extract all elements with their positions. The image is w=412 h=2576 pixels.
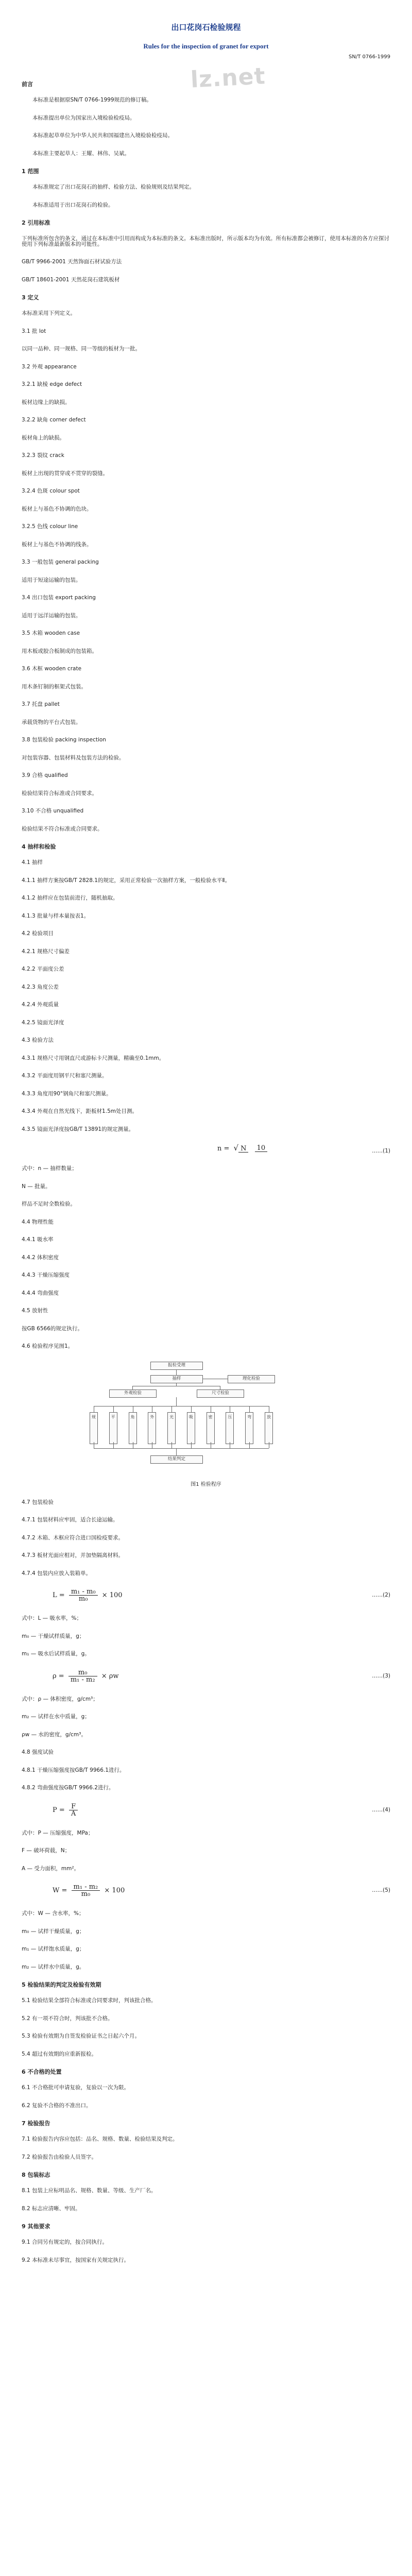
paragraph: 9.1 合同另有规定的，按合同执行。: [22, 2239, 108, 2245]
paragraph: 3.3 一般包装 general packing: [22, 559, 99, 565]
formula-b-note: [22, 1697, 390, 1738]
flow-line: [249, 1442, 250, 1448]
formula-c-note: [22, 1831, 390, 1872]
formula-a-note: [22, 1616, 390, 1657]
strength-body: [22, 1750, 390, 1791]
paragraph: 本标准起草单位为中华人民共和国福建出入境检验检疫局。: [32, 132, 173, 139]
paragraph: 按GB 6566的规定执行。: [22, 1325, 83, 1332]
paragraph: 4.7.1 包装材料应牢固，适合长途运输。: [22, 1517, 118, 1523]
section-heading-unqualified: 6 不合格的处置: [22, 2069, 62, 2075]
paragraph: 本标准提出单位为国家出入境检验检疫局。: [32, 114, 135, 121]
paragraph: 本标准规定了出口花岗石的抽样、检验方法、检验规则及结果判定。: [32, 184, 195, 190]
flow-line: [94, 1448, 269, 1449]
paragraph: 7.2 检验报告由检验人员签字。: [22, 2154, 97, 2160]
paragraph: 3.5 木箱 wooden case: [22, 630, 80, 636]
flow-line: [176, 1369, 177, 1375]
paragraph: 4.2.1 规格尺寸偏差: [22, 948, 70, 955]
unqualified-body: [22, 2085, 390, 2108]
paragraph: 4.2.3 角度公差: [22, 984, 59, 990]
paragraph: 8.2 标志应清晰、牢固。: [22, 2205, 81, 2212]
paragraph: 3.9 合格 qualified: [22, 772, 68, 778]
paragraph: F — 破坏荷载，N；: [22, 1848, 71, 1854]
paragraph: A — 受力面积，mm²。: [22, 1865, 80, 1872]
flow-box-item: 密: [207, 1412, 215, 1444]
paragraph: 板材边缘上的缺损。: [22, 399, 71, 405]
flow-line: [176, 1383, 177, 1386]
formula-water-content: W = $\frac{\text{m₁ - m₂}}{\text{m₀}}$ × 100 ……(5): [53, 1883, 390, 1898]
flow-box-left-mid: 外观检验: [109, 1389, 157, 1398]
flow-line: [191, 1406, 192, 1412]
paragraph: 3.1 批 lot: [22, 328, 46, 334]
references-body: [22, 236, 390, 282]
paragraph: 板材上与基色不协调的色块。: [22, 505, 92, 512]
flow-line: [249, 1406, 250, 1412]
paragraph: 9.2 本标准未尽事宜，按国家有关规定执行。: [22, 2257, 130, 2263]
paragraph: 4.7.2 木箱、木框应符合进口国检疫要求。: [22, 1534, 124, 1541]
paragraph: 4.8 强度试验: [22, 1749, 54, 1755]
flow-box-second: 抽样: [150, 1375, 203, 1383]
paragraph: 4.7 包装检验: [22, 1499, 54, 1505]
paragraph: 式中：W — 含水率，%；: [22, 1910, 84, 1917]
flow-box-item: 规: [90, 1412, 98, 1444]
paragraph: 3.7 托盘 pallet: [22, 701, 60, 707]
paragraph: 4.1.2 抽样应在包装前进行，随机抽取。: [22, 895, 118, 901]
paragraph: 用木板或胶合板制成的包装箱。: [22, 648, 97, 654]
report-body: [22, 2137, 390, 2160]
flow-line: [113, 1406, 114, 1412]
paragraph: 4.2 检验项目: [22, 930, 54, 937]
paragraph: 3.2.2 缺角 corner defect: [22, 417, 86, 423]
paragraph: 4.7.4 包装内应放入装箱单。: [22, 1570, 92, 1577]
paragraph: 4.3.3 角度用90°钢角尺和塞尺测量。: [22, 1090, 112, 1097]
formula-d-note: [22, 1911, 390, 1970]
flow-box-top: 报检受理: [150, 1362, 203, 1370]
flow-box-item: 放: [265, 1412, 273, 1444]
paragraph: 6.2 复验不合格的不准出口。: [22, 2102, 92, 2109]
paragraph: 承载货物的平台式包装。: [22, 719, 81, 725]
paragraph: 4.4.2 体积密度: [22, 1254, 59, 1261]
paragraph: 适用于远洋运输的包装。: [22, 612, 81, 619]
paragraph: 3.2.4 色斑 colour spot: [22, 488, 80, 494]
flow-line: [176, 1397, 177, 1406]
formula-compressive-strength: P = $\frac{F}{A}$ ……(4): [53, 1802, 390, 1818]
paragraph: 式中：n — 抽样数量；: [22, 1165, 77, 1172]
paragraph: 用木条钉制的框架式包装。: [22, 683, 87, 690]
formula-note: [22, 1166, 390, 1207]
section-heading-judgement: 5 检验结果的判定及检验有效期: [22, 1981, 101, 1988]
paragraph: 样品不足时全数检验。: [22, 1201, 76, 1207]
paragraph: 检验结果符合标准或合同要求。: [22, 790, 97, 796]
paragraph: 式中：P — 压缩强度，MPa；: [22, 1829, 94, 1836]
paragraph: 3.6 木框 wooden crate: [22, 666, 82, 672]
marking-body: [22, 2188, 390, 2211]
paragraph: 4.3.5 镜面光泽度按GB/T 13891的规定测量。: [22, 1126, 134, 1132]
flow-box-item: 平: [109, 1412, 117, 1444]
formula-sample-size: n = √ N 10 ……(1): [217, 1143, 390, 1154]
section-heading-scope: 1 范围: [22, 168, 39, 175]
flow-box-item: 光: [167, 1412, 176, 1444]
paragraph: 以同一品种、同一规格、同一等级的板材为一批。: [22, 346, 141, 352]
document-title-cn: 出口花岗石检验规程: [171, 23, 241, 32]
paragraph: 式中：ρ — 体积密度，g/cm³；: [22, 1696, 98, 1702]
paragraph: GB/T 9966-2001 天然饰面石材试验方法: [22, 259, 122, 265]
formula-water-absorption: L = $\frac{\text{m₁ - m₀}}{\text{m₀}}$ × 100 ……(2): [53, 1588, 390, 1603]
flow-box-item: 压: [226, 1412, 234, 1444]
paragraph: 3.10 不合格 unqualified: [22, 808, 84, 814]
paragraph: m₁ — 试样饱水质量，g；: [22, 1946, 85, 1952]
paragraph: 板材上与基色不协调的线条。: [22, 541, 92, 548]
paragraph: 5.1 检验结果全部符合标准或合同要求时，判该批合格。: [22, 1997, 157, 2004]
paragraph: 4.2.4 外观质量: [22, 1002, 59, 1008]
paragraph: 4.3.4 外观在自然光线下，距板材1.5m处目测。: [22, 1108, 138, 1114]
formula-bulk-density: ρ = $\frac{\text{m₀}}{\text{m₁ - m₂}}$ × ρw ……(3): [53, 1668, 390, 1684]
scope-body: [22, 184, 390, 208]
inspection-items: [22, 1219, 390, 1349]
flow-line: [171, 1442, 172, 1448]
section-heading-sampling: 4 抽样和检验: [22, 843, 56, 850]
paragraph: 4.6 检验程序见图1。: [22, 1343, 74, 1349]
paragraph: 4.2.2 平面度公差: [22, 966, 64, 972]
document-title-en: Rules for the inspection of granet for export: [143, 42, 269, 50]
paragraph: 4.4.3 干燥压缩强度: [22, 1272, 70, 1278]
paragraph: 本标准适用于出口花岗石的检验。: [32, 201, 114, 208]
paragraph: 式中：L — 吸水率，%；: [22, 1615, 82, 1621]
paragraph: 4.2.5 镜面光泽度: [22, 1019, 64, 1026]
paragraph: GB/T 18601-2001 天然花岗石建筑板材: [22, 276, 120, 283]
paragraph: 5.4 超过有效期的应重新报检。: [22, 2050, 97, 2057]
paragraph: 4.8.1 干燥压缩强度按GB/T 9966.1进行。: [22, 1767, 125, 1773]
figure-caption: 图1 检验程序: [191, 1481, 221, 1487]
paragraph: N — 批量。: [22, 1183, 51, 1190]
flow-box-item: 外: [148, 1412, 156, 1444]
paragraph: 3.2.3 裂纹 crack: [22, 452, 64, 459]
paragraph: 3.2.5 色线 colour line: [22, 523, 78, 530]
flow-line: [176, 1448, 177, 1455]
paragraph: 4.3.1 规格尺寸用钢直尺或游标卡尺测量，精确至0.1mm。: [22, 1055, 165, 1061]
paragraph: ρw — 水的密度，g/cm³。: [22, 1731, 87, 1738]
flow-line: [191, 1442, 192, 1448]
paragraph: 4.3 检验方法: [22, 1037, 54, 1043]
standard-number: SN/T 0766-1999: [349, 54, 390, 60]
paragraph: 4.5 放射性: [22, 1308, 48, 1314]
paragraph: 3.8 包装检验 packing inspection: [22, 737, 106, 743]
paragraph: 4.7.3 板材光面应相对，并加垫隔离材料。: [22, 1552, 124, 1558]
section-heading-report: 7 检验报告: [22, 2120, 50, 2127]
flow-line: [132, 1386, 133, 1389]
paragraph: 板材角上的缺损。: [22, 434, 65, 441]
paragraph: m₂ — 试样水中质量，g。: [22, 1963, 85, 1970]
paragraph: 板材上出现的贯穿或不贯穿的裂缝。: [22, 470, 108, 477]
section-heading-other: 9 其他要求: [22, 2223, 50, 2230]
flow-box-right-top: 理化检验: [228, 1375, 275, 1383]
flow-box-item: 吸: [187, 1412, 195, 1444]
paragraph: 5.3 检验有效期为自签发检验证书之日起六个月。: [22, 2033, 141, 2039]
flow-box-right-mid: 尺寸检验: [197, 1389, 244, 1398]
paragraph: 4.4.1 吸水率: [22, 1236, 54, 1243]
section-heading-references: 2 引用标准: [22, 219, 50, 226]
section-heading-marking: 8 包装标志: [22, 2172, 50, 2178]
sampling-body: [22, 860, 390, 1132]
packaging-body: [22, 1500, 390, 1577]
flow-box-final: 结果判定: [150, 1455, 203, 1464]
paragraph: 对包装容器、包装材料及包装方法的检验。: [22, 754, 125, 761]
paragraph: 3.2 外观 appearance: [22, 363, 77, 370]
paragraph: m₀ — 试样干燥质量，g；: [22, 1928, 85, 1935]
paragraph: 4.4.4 弯曲强度: [22, 1290, 59, 1296]
flow-line: [113, 1442, 114, 1448]
paragraph: 6.1 不合格批可申请复验，复验以一次为限。: [22, 2084, 130, 2091]
paragraph: 检验结果不符合标准或合同要求。: [22, 825, 103, 832]
paragraph: 5.2 有一项不符合时，判该批不合格。: [22, 2015, 113, 2022]
paragraph: 8.1 包装上应标明品名、规格、数量、等级、生产厂名。: [22, 2188, 157, 2194]
paragraph: 本标准是根据原SN/T 0766-1999规范的修订稿。: [32, 97, 152, 103]
other-body: [22, 2240, 390, 2263]
paragraph: 7.1 检验报告内容应包括：品名、规格、数量、检验结果及判定。: [22, 2136, 178, 2142]
paragraph: 4.1.1 抽样方案按GB/T 2828.1的规定，采用正常检验一次抽样方案，一般检验水平Ⅱ。: [22, 877, 231, 884]
paragraph: 4.3.2 平面度用钢平尺和塞尺测量。: [22, 1073, 108, 1079]
flow-line: [171, 1406, 172, 1412]
paragraph: 下列标准所包含的条文，通过在本标准中引用而构成为本标准的条文。本标准出版时，所示版本均为有效。所有标准都会被修订，使用本标准的各方应探讨使用下列标准最新版本的可能性。: [22, 235, 389, 247]
paragraph: 3.2.1 缺棱 edge defect: [22, 381, 82, 387]
definitions-body: [22, 311, 390, 832]
flow-box-item: 弯: [245, 1412, 253, 1444]
paragraph: 适用于短途运输的包装。: [22, 577, 81, 583]
section-heading-definitions: 3 定义: [22, 294, 39, 301]
paragraph: 本标准采用下列定义。: [22, 310, 76, 316]
foreword-body: [22, 97, 390, 156]
section-heading-foreword: 前言: [22, 81, 33, 88]
flow-box-item: 角: [129, 1412, 137, 1444]
inspection-flowchart: [78, 1362, 295, 1470]
watermark: lz.net: [190, 63, 266, 93]
paragraph: 4.1 抽样: [22, 859, 43, 866]
judgement-body: [22, 1998, 390, 2057]
paragraph: m₀ — 干燥试样质量，g；: [22, 1633, 85, 1639]
paragraph: 4.4 物理性能: [22, 1218, 54, 1225]
paragraph: 3.4 出口包装 export packing: [22, 595, 96, 601]
paragraph: m₁ — 吸水后试样质量，g。: [22, 1651, 90, 1657]
paragraph: 本标准主要起草人：王耀、林伟、吴斌。: [32, 150, 130, 157]
paragraph: m₂ — 试样在水中质量，g；: [22, 1714, 90, 1720]
paragraph: 4.1.3 批量与样本量按表1。: [22, 912, 90, 919]
paragraph: 4.8.2 弯曲强度按GB/T 9966.2进行。: [22, 1785, 114, 1791]
